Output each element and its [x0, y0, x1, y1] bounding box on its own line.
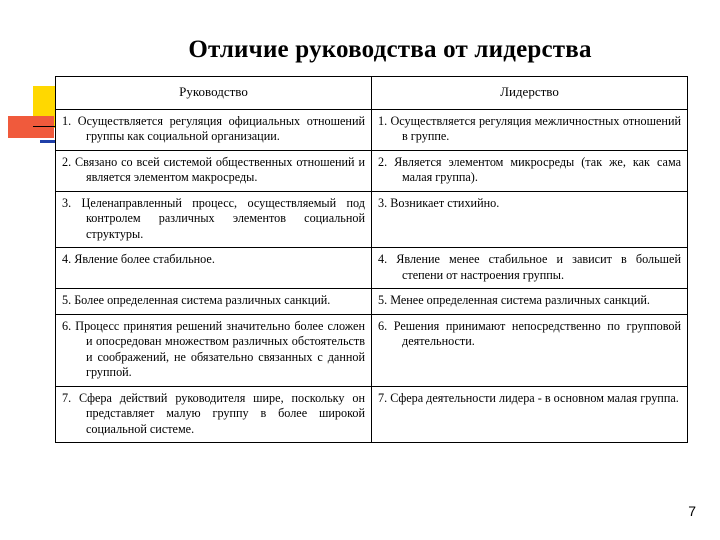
header-leadership: Лидерство: [372, 77, 688, 110]
table-header-row: [56, 77, 688, 110]
decorative-red-square: [8, 116, 54, 138]
cell-text: 5. Менее определенная система различных санкций.: [378, 293, 650, 307]
table-row: [56, 150, 688, 191]
cell-management: [56, 150, 372, 191]
cell-text: 7. Сфера деятельности лидера - в основном малая группа.: [378, 390, 679, 405]
cell-text: 6. Решения принимают непосредственно по групповой деятельности.: [378, 318, 681, 348]
slide-title: Отличие руководства от лидерства: [188, 36, 592, 63]
cell-text: 4. Явление менее стабильное и зависит в большей степени от настроения группы.: [378, 252, 681, 282]
cell-management: [56, 191, 372, 248]
cell-text: 4. Явление более стабильное.: [62, 252, 215, 266]
cell-leadership: [372, 150, 688, 191]
table-row: [56, 289, 688, 315]
table-row: [56, 248, 688, 289]
cell-leadership: [372, 314, 688, 386]
cell-management: [56, 314, 372, 386]
cell-text: 2. Связано со всей системой общественных отношений и является элементом макросреды.: [62, 154, 365, 184]
table-row: [56, 314, 688, 386]
comparison-table-container: [55, 76, 688, 443]
cell-text: 3. Целенаправленный процесс, осуществляемый под контролем различных элементов социальной структуры.: [62, 195, 365, 241]
table-row: [56, 109, 688, 150]
cell-management: [56, 289, 372, 315]
cell-text: 6. Процесс принятия решений значительно более сложен и опосредован множеством различных обстоятельств и соображений, не обязательно связанных с данной группой.: [62, 318, 365, 379]
cell-text: 3. Возникает стихийно.: [378, 195, 500, 210]
cell-management: [56, 248, 372, 289]
comparison-table: [55, 76, 688, 443]
cell-management: [56, 109, 372, 150]
decorative-line: [33, 126, 55, 127]
cell-leadership: [372, 191, 688, 248]
decorative-blue-bar: [40, 140, 56, 143]
cell-text: 2. Является элементом микросреды (так же, как сама малая группа).: [378, 154, 681, 184]
cell-leadership: [372, 248, 688, 289]
cell-management: [56, 386, 372, 443]
cell-text: 5. Более определенная система различных санкций.: [62, 293, 331, 307]
page-number: 7: [688, 503, 696, 519]
cell-text: 1. Осуществляется регуляция официальных отношений группы как социальной организации.: [62, 113, 365, 143]
cell-text: 7. Сфера действий руководителя шире, поскольку он представляет малую группу в более широкой социальной системе.: [62, 390, 365, 436]
header-management: Руководство: [56, 77, 372, 110]
table-row: [56, 386, 688, 443]
cell-text: 1. Осуществляется регуляция межличностных отношений в группе.: [378, 113, 681, 143]
cell-leadership: [372, 109, 688, 150]
table-row: [56, 191, 688, 248]
cell-leadership: [372, 289, 688, 315]
cell-leadership: [372, 386, 688, 443]
